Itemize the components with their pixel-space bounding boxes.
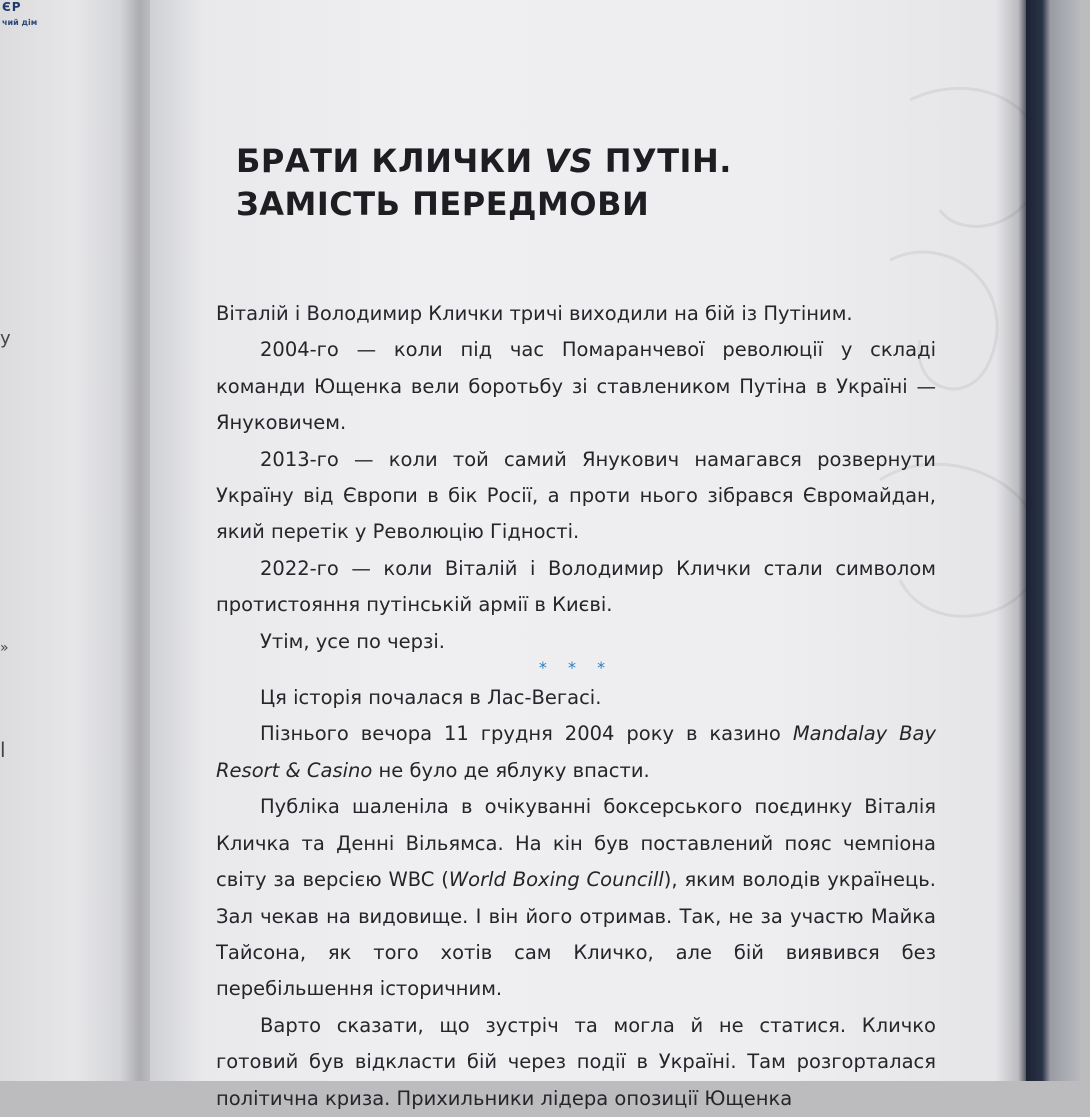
- paragraph: Варто сказати, що зустріч та могла й не статися. Кличко готовий був відкласти бій через події в Україні. Там розгорталася політична криза. Прихильники лідера опозиції Ющенка: [216, 1013, 936, 1110]
- left-page-fragment: »: [0, 640, 9, 656]
- page-shadow: [996, 0, 1028, 1081]
- book-cover-edge: [1026, 0, 1080, 1081]
- paragraph: 2013-го — коли той самий Янукович намагався розвернути Україну від Європи в бік Росії, а проти нього зібрався Євромайдан, який перетік у Революцію Гідності.: [216, 447, 936, 544]
- left-page-fragment: у: [0, 328, 11, 349]
- paragraph: Пізнього вечора 11 грудня 2004 року в казино Mandalay Bay Resort & Casino не було де яблуку впасти.: [216, 722, 936, 782]
- paragraph: 2004-го — коли під час Помаранчевої революції у складі команди Ющенка вели боротьбу зі ставлеником Путіна в Україні — Януковичем.: [216, 338, 936, 435]
- chapter-title-line-1: БРАТИ КЛИЧКИ VS ПУТІН.: [236, 142, 732, 180]
- left-page-fragment: l: [0, 738, 6, 762]
- publisher-logo-subtitle: чий дім: [2, 18, 38, 27]
- paragraph: Віталій і Володимир Клички тричі виходили на бій із Путіним.: [216, 302, 853, 325]
- publisher-logo: ЄР: [2, 0, 22, 14]
- left-page: [0, 0, 135, 1081]
- body-text: [216, 296, 936, 1117]
- section-separator: * * *: [538, 658, 614, 678]
- chapter-title-line-2: ЗАМІСТЬ ПЕРЕДМОВИ: [236, 185, 650, 223]
- paragraph: Ця історія почалася в Лас-Вегасі.: [260, 686, 602, 710]
- paragraph: Публіка шаленіла в очікуванні боксерського поєдинку Віталія Кличка та Денні Вільямса. На кін був поставлений пояс чемпіона світу за версією WBC (World Boxing Councill), яким володів українець. Зал чекав на видовище. І він його отримав. Так, не за участю Майка Тайсона, як того хотів сам Кличко, але бій виявився без перебільшення історичним.: [216, 795, 936, 1001]
- paragraph: 2022-го — коли Віталій і Володимир Клички стали символом протистояння путінській армії в Києві.: [216, 556, 936, 617]
- paragraph: Утім, усе по черзі.: [260, 629, 445, 653]
- chapter-title: [236, 140, 732, 226]
